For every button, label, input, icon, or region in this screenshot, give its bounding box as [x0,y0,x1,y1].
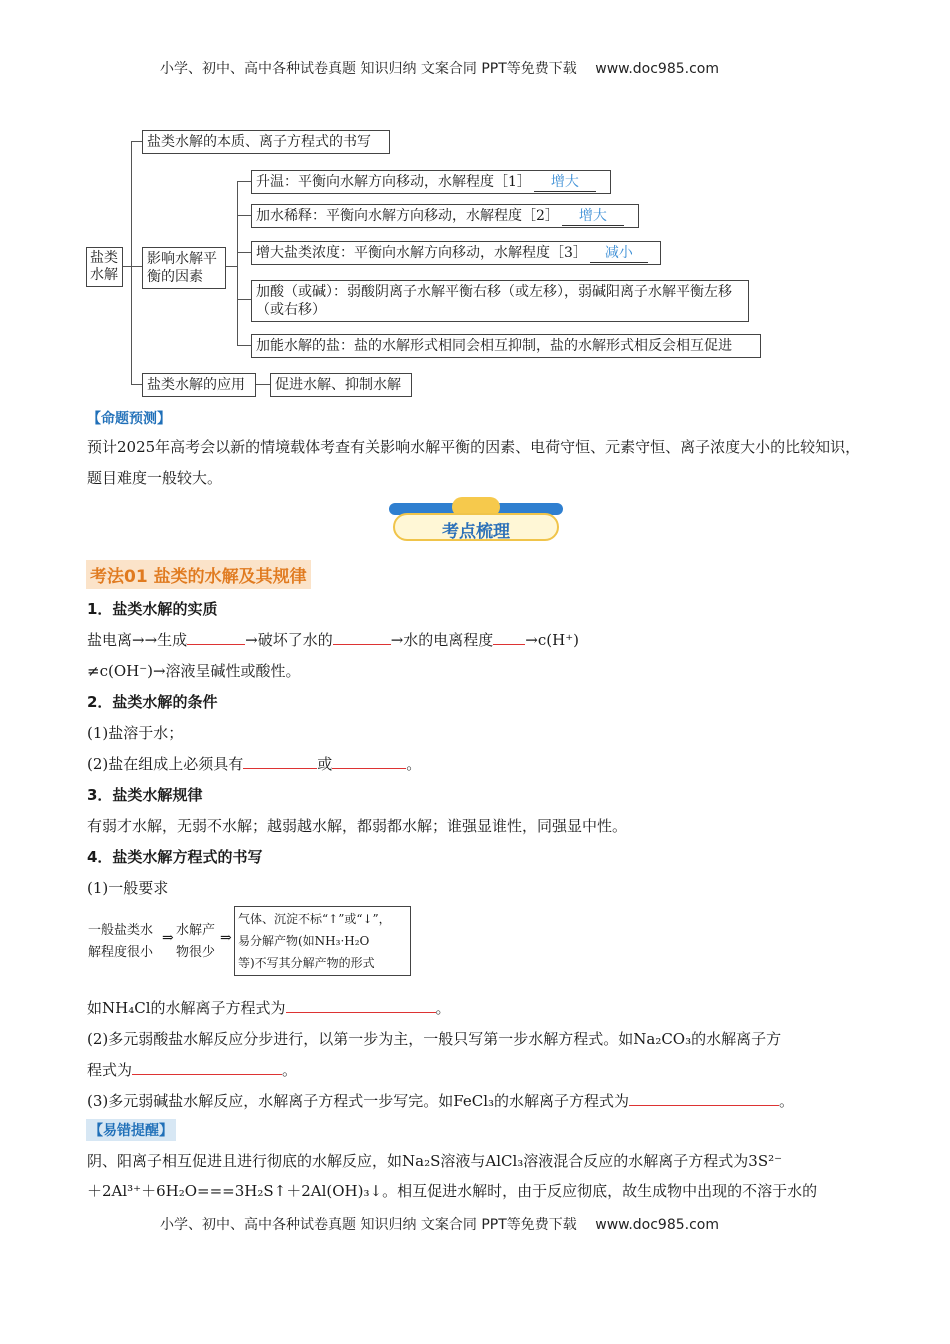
blank-2[interactable] [333,631,391,645]
heading-4: 4．盐类水解方程式的书写 [87,848,263,866]
para-4: (1)一般要求 [87,879,169,897]
banner-title: 考点梳理 [442,522,510,542]
flow-b: 水解产物很少 [176,923,216,960]
factor-dilution: 加水稀释：平衡向水解方向移动，水解程度［2］ 增大 [251,204,639,228]
factor-concentration: 增大盐类浓度：平衡向水解方向移动，水解程度［3］ 减小 [251,241,661,265]
application-leaf: 促进水解、抑制水解 [270,373,412,397]
mindmap-root: 盐类水解 [86,247,123,287]
branch-factors: 影响水解平衡的因素 [142,247,226,289]
heading-3: 3．盐类水解规律 [87,786,203,804]
branch-application: 盐类水解的应用 [142,373,256,397]
tip-tag: 【易错提醒】 [86,1119,176,1141]
tip-line-1: 阴、阳离子相互促进且进行彻底的水解反应，如Na₂S溶液与AlCl₃溶液混合反应的水解离子方程式为3S²⁻ [87,1152,783,1170]
para-2b: (2)盐在组成上必须具有 或 。 [87,755,422,773]
predict-tag: 【命题预测】 [87,411,171,427]
blank-7[interactable] [132,1061,282,1075]
para-5: 如NH₄Cl的水解离子方程式为 。 [87,999,451,1017]
blank-1[interactable] [187,631,245,645]
blank-5[interactable] [332,755,406,769]
footer-url[interactable]: www.doc985.com [595,1217,719,1233]
para-6a: (2)多元弱酸盐水解反应分步进行，以第一步为主，一般只写第一步水解方程式。如Na₂CO₃的水解离子方 [87,1030,782,1048]
page-header [160,58,719,78]
factor-salt: 加能水解的盐：盐的水解形式相同会相互抑制，盐的水解形式相反会相互促进 [251,334,761,358]
tip-line-2: ＋2Al³⁺＋6H₂O===3H₂S↑＋2Al(OH)₃↓。相互促进水解时，由于反应彻底，故生成物中出现的不溶于水的 [87,1182,818,1200]
para-2a: (1)盐溶于水； [87,724,184,742]
answer-3: 减小 [590,244,648,263]
header-url[interactable]: www.doc985.com [595,61,719,77]
predict-text: 预计2025年高考会以新的情境载体考查有关影响水解平衡的因素、电荷守恒、元素守恒、离子浓度大小的比较知识，题目难度一般较大。 [87,438,861,487]
flow-a: 一般盐类水解程度很小 [88,923,154,960]
para-3: 有弱才水解，无弱不水解；越弱越水解，都弱都水解；谁强显谁性，同强显中性。 [87,817,628,835]
branch-essence: 盐类水解的本质、离子方程式的书写 [142,130,390,154]
blank-6[interactable] [286,999,436,1013]
para-1b: ≠c(OH⁻)→溶液呈碱性或酸性。 [87,662,301,680]
blank-4[interactable] [243,755,317,769]
answer-1: 增大 [534,173,596,192]
para-6b: 程式为 。 [87,1061,298,1079]
arrow-2: ⇒ [220,930,232,946]
page-footer [160,1214,719,1234]
blank-3[interactable] [493,631,525,645]
section-title: 考法01 盐类的水解及其规律 [86,560,311,589]
heading-1: 1．盐类水解的实质 [87,600,218,618]
factor-temperature: 升温：平衡向水解方向移动，水解程度［1］ 增大 [251,170,611,194]
para-7: (3)多元弱碱盐水解反应，水解离子方程式一步写完。如FeCl₃的水解离子方程式为 。 [87,1092,795,1110]
header-text: 小学、初中、高中各种试卷真题 知识归纳 文案合同 PPT等免费下载 [160,61,577,77]
banner [389,497,563,543]
factor-acid-base: 加酸（或碱）：弱酸阴离子水解平衡右移（或左移），弱碱阳离子水解平衡左移（或右移） [251,280,749,322]
flow-c: 气体、沉淀不标“↑”或“↓”， 易分解产物(如NH₃·H₂O 等)不写其分解产物的形式 [234,906,411,976]
answer-2: 增大 [562,207,624,226]
footer-text: 小学、初中、高中各种试卷真题 知识归纳 文案合同 PPT等免费下载 [160,1217,577,1233]
para-1: 盐电离→→生成 →破坏了水的 →水的电离程度 →c(H⁺) [87,631,579,649]
blank-8[interactable] [629,1092,779,1106]
heading-2: 2．盐类水解的条件 [87,693,218,711]
arrow-1: ⇒ [162,930,174,946]
